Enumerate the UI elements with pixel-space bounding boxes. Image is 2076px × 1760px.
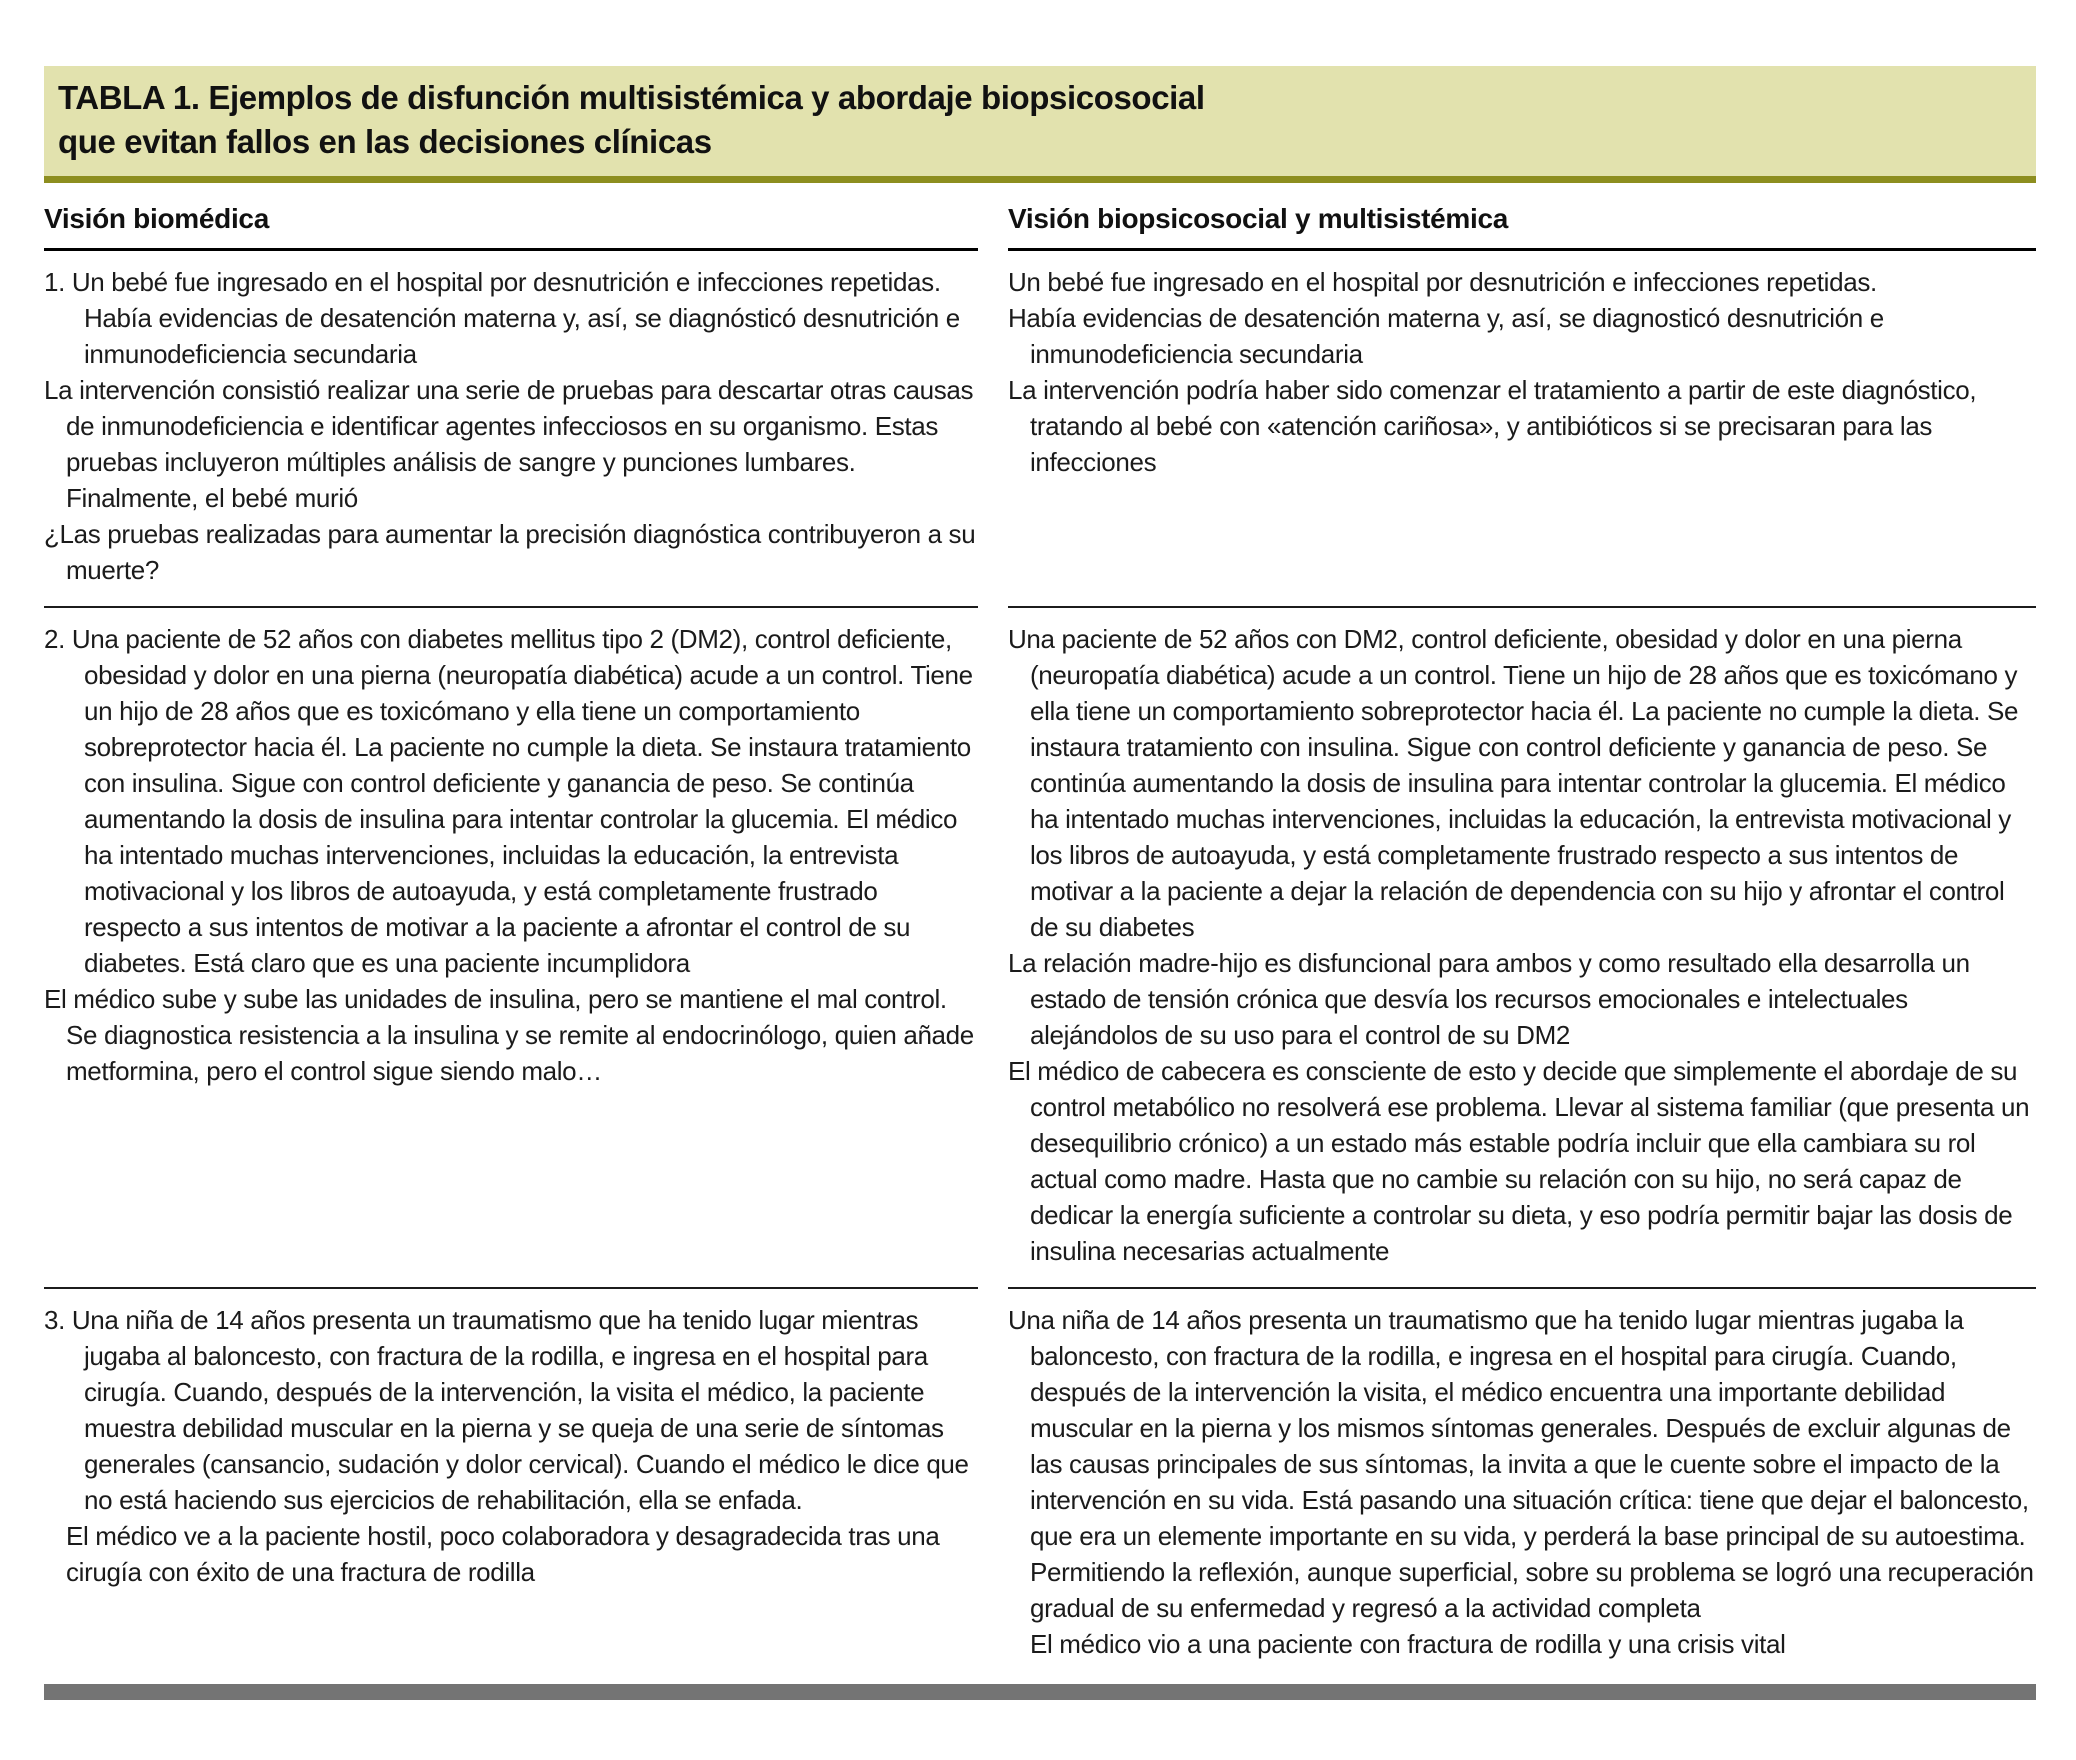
table-title-band bbox=[44, 66, 2036, 176]
row-3-cell-biomedica bbox=[44, 1289, 978, 1680]
table-bottom-bar bbox=[44, 1684, 2036, 1700]
table-title-line-2: que evitan fallos en las decisiones clínicas bbox=[58, 123, 712, 160]
table-header-row bbox=[44, 183, 2036, 251]
table-cell-paragraph: El médico de cabecera es consciente de esto y decide que simplemente el abordaje de su control metabólico no resolverá ese problema. Llevar al sistema familiar (que presenta un desequilibrio crónico) a un estado más estable podría incluir que ella cambiara su rol actual como madre. Hasta que no cambie su relación con su hijo, no será capaz de dedicar la energía suficiente a controlar su dieta, y eso podría permitir bajar las dosis de insulina necesarias actualmente bbox=[1008, 1056, 2030, 1266]
column-gap bbox=[978, 183, 1008, 251]
title-accent-rule bbox=[44, 176, 2036, 183]
table-cell-paragraph: El médico ve a la paciente hostil, poco colaboradora y desagradecida tras una cirugía con éxito de una fractura de rodilla bbox=[66, 1521, 940, 1587]
table-cell-paragraph: Una niña de 14 años presenta un traumatismo que ha tenido lugar mientras jugaba la baloncesto, con fractura de la rodilla, e ingresa en el hospital para cirugía. Cuando, después de la intervención la visita, el médico encuentra una importante debilidad muscular en la pierna y los mismos síntomas generales. Después de excluir algunas de las causas principales de sus síntomas, la invita a que le cuente sobre el impacto de la intervención en su vida. Está pasando una situación crítica: tiene que dejar el baloncesto, que era un elemente importante en su vida, y perderá la base principal de su autoestima. Permitiendo la reflexión, aunque superficial, sobre su problema se logró una recuperación gradual de su enfermedad y regresó a la actividad completa bbox=[1008, 1305, 2034, 1623]
table-1 bbox=[44, 66, 2036, 1700]
row-2-cell-biomedica bbox=[44, 608, 978, 1289]
table-cell-paragraph: 2. Una paciente de 52 años con diabetes mellitus tipo 2 (DM2), control deficiente, obesidad y dolor en una pierna (neuropatía diabética) acude a un control. Tiene un hijo de 28 años que es toxicómano y ella tiene un comportamiento sobreprotector hacia él. La paciente no cumple la dieta. Se instaura tratamiento con insulina. Sigue con control deficiente y ganancia de peso. Se continúa aumentando la dosis de insulina para intentar controlar la glucemia. El médico ha intentado muchas intervenciones, incluidas la educación, la entrevista motivacional y los libros de autoayuda, y está completamente frustrado respecto a sus intentos de motivar a la paciente a afrontar el control de su diabetes. Está claro que es una paciente incumplidora bbox=[44, 624, 973, 978]
row-1-cell-biomedica bbox=[44, 251, 978, 608]
row-3-cell-biopsicosocial bbox=[1008, 1289, 2036, 1680]
table-cell-paragraph: 1. Un bebé fue ingresado en el hospital por desnutrición e infecciones repetidas. Había evidencias de desatención materna y, así, se diagnósticó desnutrición e inmunodeficiencia secundaria bbox=[44, 267, 960, 369]
column-header-biomedica: Visión biomédica bbox=[44, 183, 978, 251]
table-cell-paragraph: ¿Las pruebas realizadas para aumentar la precisión diagnóstica contribuyeron a su muerte? bbox=[44, 519, 976, 585]
table-cell-paragraph: La intervención podría haber sido comenzar el tratamiento a partir de este diagnóstico, tratando al bebé con «atención cariñosa», y antibióticos si se precisaran para las infecciones bbox=[1008, 375, 1977, 477]
table-cell-paragraph: El médico vio a una paciente con fractura de rodilla y una crisis vital bbox=[1030, 1629, 1786, 1659]
column-gap bbox=[978, 251, 1008, 608]
table-cell-paragraph: La relación madre-hijo es disfuncional para ambos y como resultado ella desarrolla un estado de tensión crónica que desvía los recursos emocionales e intelectuales alejándolos de su uso para el control de su DM2 bbox=[1008, 948, 1970, 1050]
column-gap bbox=[978, 1289, 1008, 1680]
column-header-biopsicosocial: Visión biopsicosocial y multisistémica bbox=[1008, 183, 2036, 251]
table-cell-paragraph: El médico sube y sube las unidades de insulina, pero se mantiene el mal control. Se diagnostica resistencia a la insulina y se remite al endocrinólogo, quien añade metformina, pero el control sigue siendo malo… bbox=[44, 984, 974, 1086]
table-row-2 bbox=[44, 608, 2036, 1289]
table-row-1 bbox=[44, 251, 2036, 608]
table-cell-paragraph: Había evidencias de desatención materna y, así, se diagnosticó desnutrición e inmunodeficiencia secundaria bbox=[1008, 303, 1884, 369]
table-cell-paragraph: 3. Una niña de 14 años presenta un traumatismo que ha tenido lugar mientras jugaba al baloncesto, con fractura de la rodilla, e ingresa en el hospital para cirugía. Cuando, después de la intervención, la visita el médico, la paciente muestra debilidad muscular en la pierna y se queja de una serie de síntomas generales (cansancio, sudación y dolor cervical). Cuando el médico le dice que no está haciendo sus ejercicios de rehabilitación, ella se enfada. bbox=[44, 1305, 969, 1515]
table-cell-paragraph: Un bebé fue ingresado en el hospital por desnutrición e infecciones repetidas. bbox=[1008, 267, 1877, 297]
row-1-cell-biopsicosocial bbox=[1008, 251, 2036, 608]
table-row-3 bbox=[44, 1289, 2036, 1680]
table-title-line-1: TABLA 1. Ejemplos de disfunción multisistémica y abordaje biopsicosocial bbox=[58, 79, 1205, 116]
table-cell-paragraph: La intervención consistió realizar una serie de pruebas para descartar otras causas de inmunodeficiencia e identificar agentes infecciosos en su organismo. Estas pruebas incluyeron múltiples análisis de sangre y punciones lumbares. Finalmente, el bebé murió bbox=[44, 375, 974, 513]
table-cell-paragraph: Una paciente de 52 años con DM2, control deficiente, obesidad y dolor en una pierna (neuropatía diabética) acude a un control. Tiene un hijo de 28 años que es toxicómano y ella tiene un comportamiento sobreprotector hacia él. La paciente no cumple la dieta. Se instaura tratamiento con insulina. Sigue con control deficiente y ganancia de peso. Se continúa aumentando la dosis de insulina para intentar controlar la glucemia. El médico ha intentado muchas intervenciones, incluidas la educación, la entrevista motivacional y los libros de autoayuda, y está completamente frustrado respecto a sus intentos de motivar a la paciente a dejar la relación de dependencia con su hijo y afrontar el control de su diabetes bbox=[1008, 624, 2019, 942]
row-2-cell-biopsicosocial bbox=[1008, 608, 2036, 1289]
column-gap bbox=[978, 608, 1008, 1289]
